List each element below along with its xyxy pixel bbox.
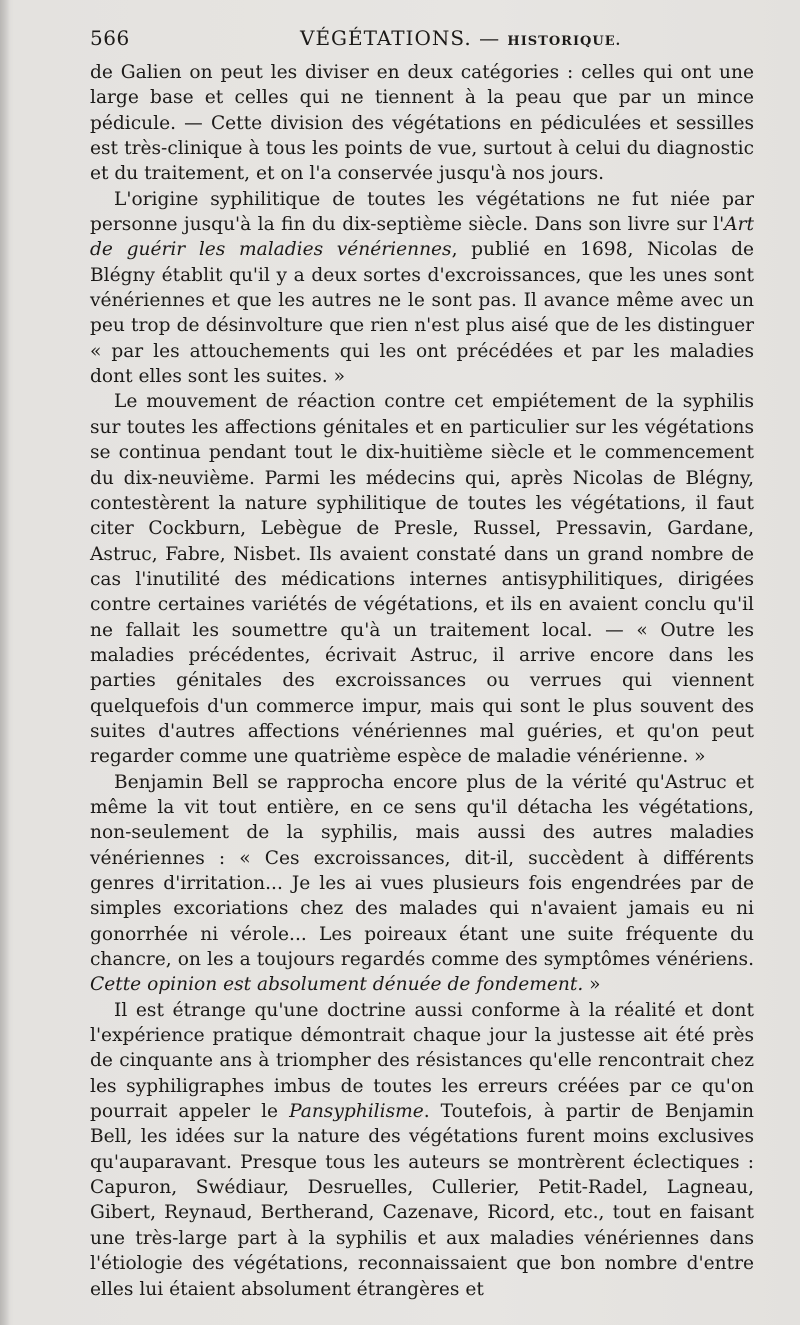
paragraph-5 [90,998,754,1302]
paragraph-5-text-end: . Toutefois, à partir de Benjamin Bell, les idées sur la nature des végétations furent moins exclusives qu'auparavant. Presque tous les auteurs se montrèrent éclectiques : Capuron, Swédiaur, Desruelles, Cullerier, Petit-Radel, Lagneau, Gibert, Reynaud, Bertherand, Cazenave, Ricord, etc., tout en faisant une très-large part à la syphilis et aux maladies vénériennes dans l'étiologie des végétations, reconnaissaient que bon nombre d'entre elles lui étaient absolument étrangères et [90,1101,754,1300]
paragraph-4 [90,770,754,998]
title-dash: — [479,26,501,50]
paragraph-1 [90,60,754,187]
paragraph-3-text: Le mouvement de réaction contre cet empiétement de la syphilis sur toutes les affections génitales et en particulier sur les végétations se continua pendant tout le dix-huitième siècle et le commencement du dix-neuvième. Parmi les médecins qui, après Nicolas de Blégny, contestèrent la nature syphilitique de toutes les végétations, il faut citer Cockburn, Lebègue de Presle, Russel, Pressavin, Gardane, Astruc, Fabre, Nisbet. Ils avaient constaté dans un grand nombre de cas l'inutilité des médications internes antisyphilitiques, dirigées contre certaines variétés de végétations, et ils en avaient conclu qu'il ne fallait les soumettre qu'à un traitement local. — « Outre les maladies précédentes, écrivait Astruc, il arrive encore dans les parties génitales des excroissances ou verrues qui viennent quelquefois d'un commerce impur, mais qui sont le plus souvent des suites d'autres affections vénériennes mal guéries, et qu'on peut regarder comme une quatrième espèce de maladie vénérienne. » [90,391,754,768]
term-italic: Pansyphilisme [289,1101,424,1123]
running-head [90,26,770,56]
running-title [300,26,621,50]
paragraph-4-text-end: » [583,974,601,996]
book-title-italic: Art de guérir les maladies vénériennes [90,214,754,261]
paragraph-3 [90,389,754,769]
chapter-title: VÉGÉTATIONS. [300,26,472,50]
body-text [90,60,754,1302]
page-number: 566 [90,26,130,50]
page-gutter-shadow [0,0,10,1325]
paragraph-1-text: de Galien on peut les diviser en deux catégories : celles qui ont une large base et celles qui ne tiennent à la peau que par un mince pédicule. — Cette division des végétations en pédiculées et sessilles est très-clinique à tous les points de vue, surtout à celui du diagnostic et du traitement, et on l'a conservée jusqu'à nos jours. [90,62,754,185]
paragraph-2 [90,187,754,390]
paragraph-4-text-start: Benjamin Bell se rapprocha encore plus de la vérité qu'Astruc et même la vit tout entière, en ce sens qu'il détacha les végétations, non-seulement de la syphilis, mais aussi des autres maladies vénériennes : « Ces excroissances, dit-il, succèdent à différents genres d'irritation... Je les ai vues plusieurs fois engendrées par de simples excoriations chez des malades qui n'avaient jamais eu ni gonorrhée ni vérole... Les poireaux étant une suite fréquente du chancre, on les a toujours regardés comme des symptômes vénériens. [90,771,754,971]
paragraph-2-text-start: L'origine syphilitique de toutes les végétations ne fut niée par personne jusqu'à la fin du dix-septième siècle. Dans son livre sur l' [90,188,754,236]
section-title: HISTORIQUE. [507,34,622,49]
paragraph-5-text-start: Il est étrange qu'une doctrine aussi conforme à la réalité et dont l'expérience pratique démontrait chaque jour la justesse ait été près de cinquante ans à triompher des résistances qu'elle rencontrait chez les syphiligraphes imbus de toutes les erreurs créées par ce qu'on pourrait appeler le [90,999,754,1123]
quote-italic: Cette opinion est absolument dénuée de fondement. [90,974,584,996]
paragraph-2-text-end: , publié en 1698, Nicolas de Blégny établit qu'il y a deux sortes d'excroissances, que les unes sont vénériennes et que les autres ne le sont pas. Il avance même avec un peu trop de désinvolture que rien n'est plus aisé que de les distinguer « par les attouchements qui les ont précédées et par les maladies dont elles sont les suites. » [90,239,754,388]
